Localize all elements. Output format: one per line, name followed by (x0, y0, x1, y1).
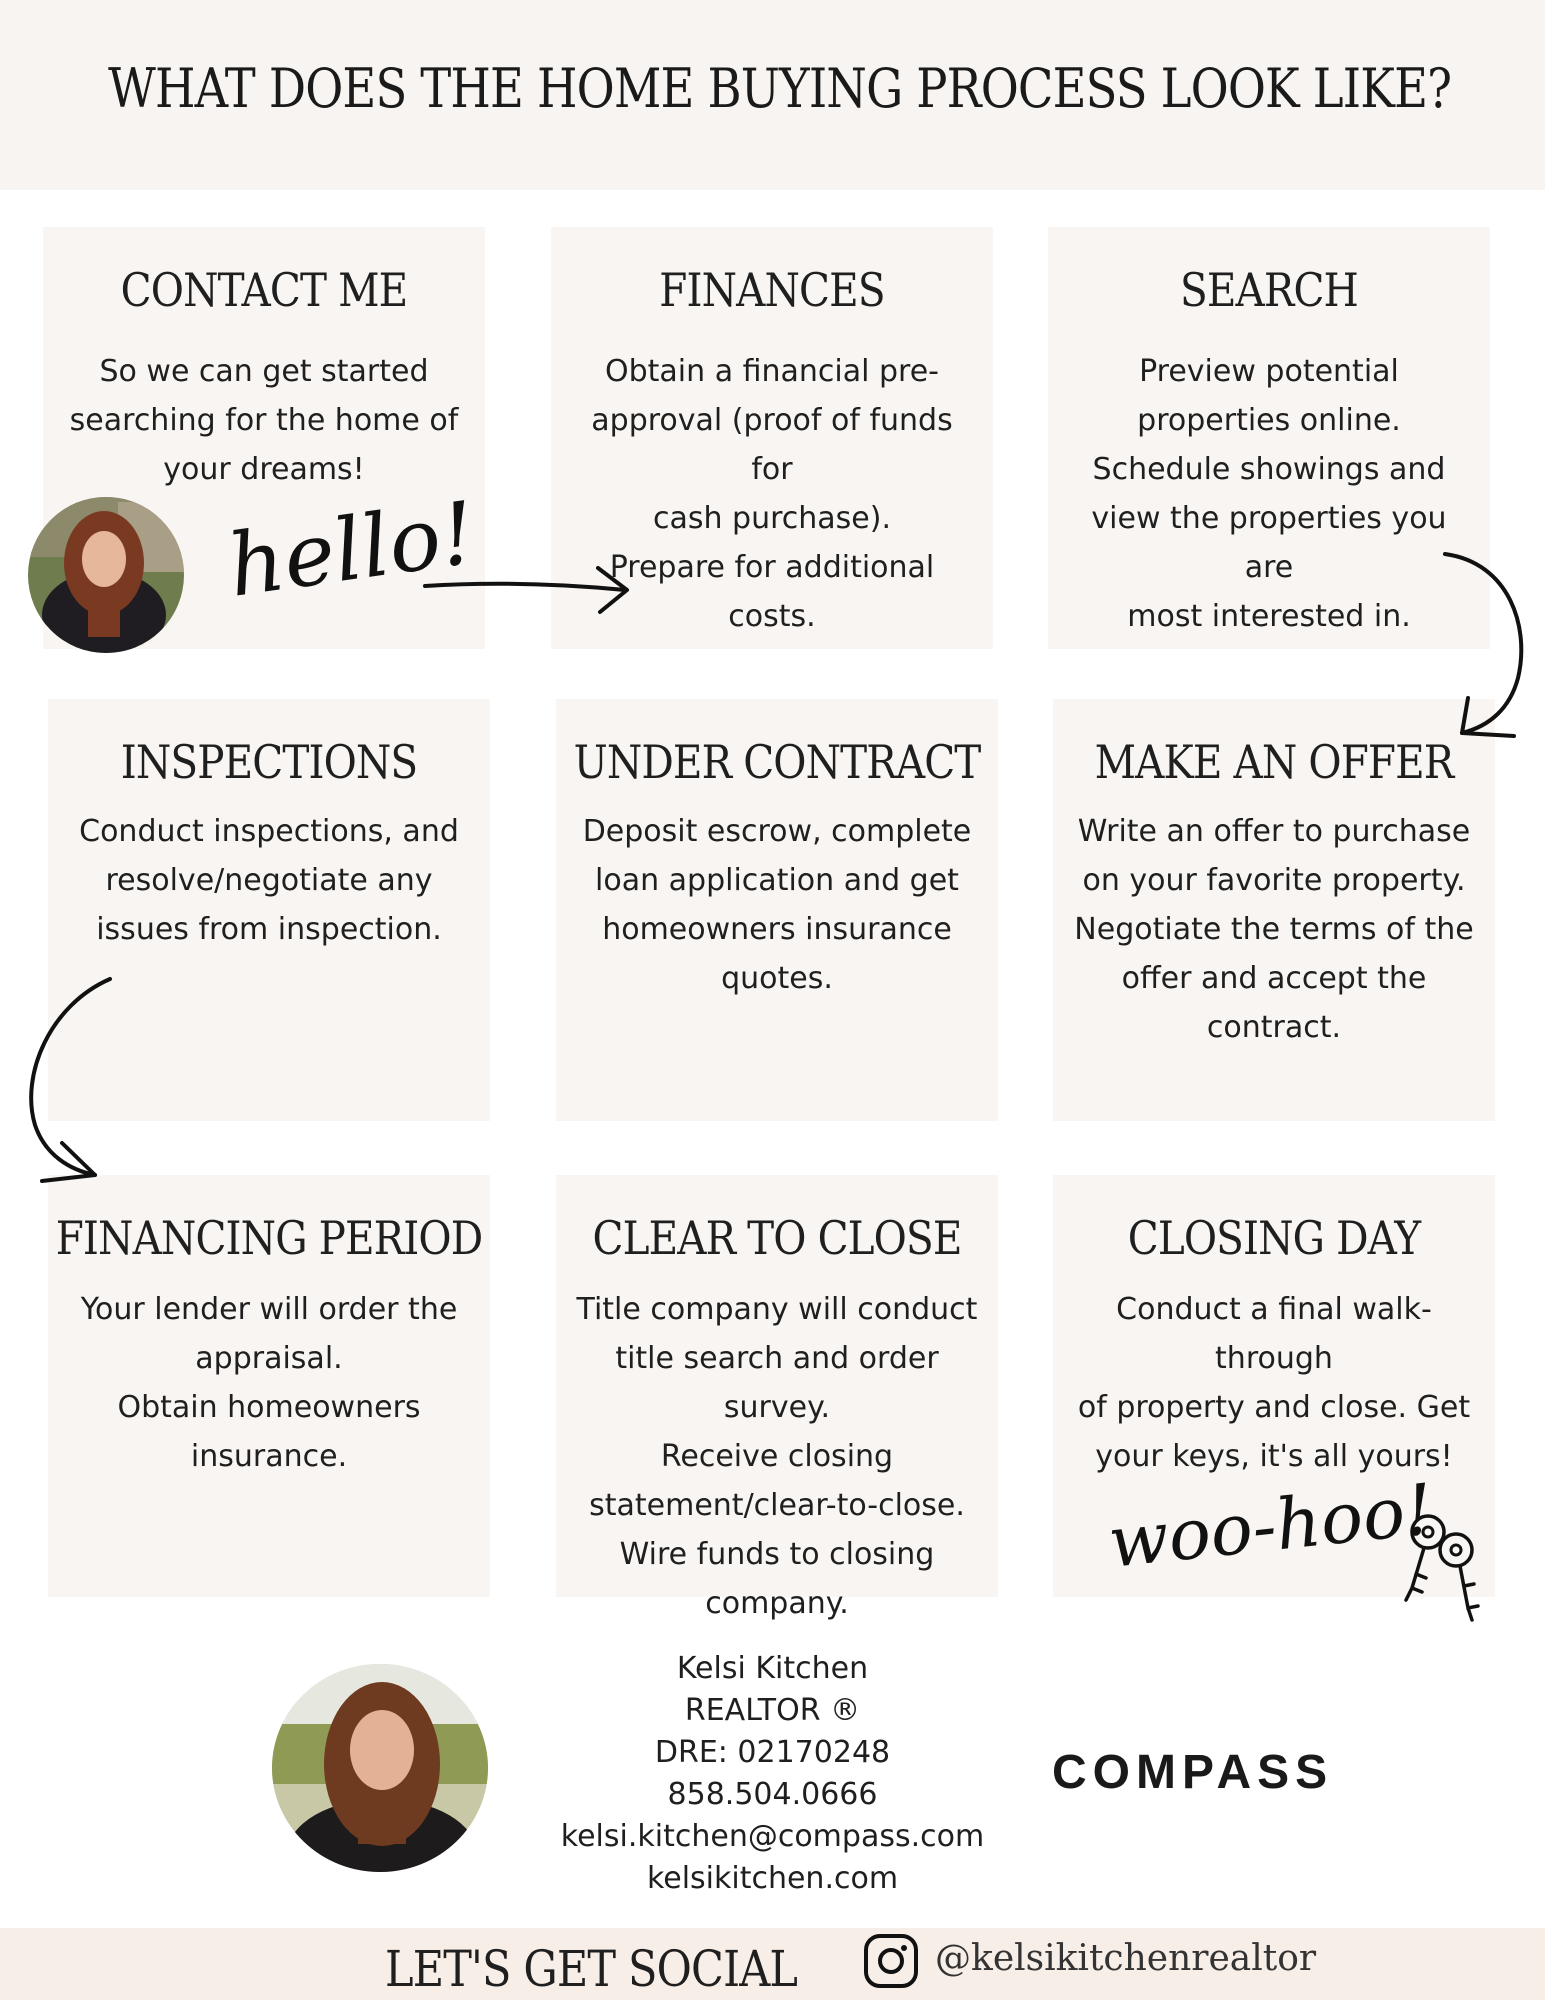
page-title: WHAT DOES THE HOME BUYING PROCESS LOOK LIKE? (108, 57, 1452, 120)
step-title: FINANCES (659, 263, 885, 317)
agent-role: REALTOR ® (684, 1693, 861, 1728)
instagram-icon[interactable] (862, 1932, 920, 1990)
step-title: CONTACT ME (120, 263, 408, 317)
agent-email[interactable]: kelsi.kitchen@compass.com (560, 1819, 985, 1854)
step-title: FINANCING PERIOD (55, 1211, 483, 1265)
step-title: UNDER CONTRACT (573, 735, 981, 789)
agent-license: DRE: 02170248 (654, 1735, 891, 1770)
contact-block (550, 1648, 995, 1900)
woohoo-script: woo-hoo! (1104, 1468, 1437, 1584)
step-card-make-an-offer (1053, 699, 1495, 1121)
step-title: SEARCH (1179, 263, 1358, 317)
step-title: CLEAR TO CLOSE (592, 1211, 962, 1265)
step-text: Deposit escrow, complete loan application and get homeowners insurance quotes. (582, 814, 972, 996)
arrow-curve-down-icon (1440, 548, 1545, 748)
agent-name: Kelsi Kitchen (676, 1651, 869, 1686)
compass-logo: COMPASS (1052, 1746, 1334, 1799)
arrow-right-icon (420, 560, 640, 620)
footer-title: LET'S GET SOCIAL (385, 1940, 798, 1998)
step-text: Conduct inspections, and resolve/negotiate any issues from inspection. (79, 814, 459, 947)
step-card-clear-to-close (556, 1175, 998, 1621)
step-text: Write an offer to purchase on your favorite property. Negotiate the terms of the offer and accept the contract. (1074, 814, 1474, 1045)
step-text: Obtain a financial pre- approval (proof of funds for cash purchase). Prepare for additional costs. (591, 354, 953, 634)
hello-script: hello! (222, 483, 482, 617)
step-text: Conduct a final walk-through of property and close. Get your keys, it's all yours! (1077, 1292, 1471, 1474)
step-title: MAKE AN OFFER (1094, 735, 1454, 789)
step-card-financing-period (48, 1175, 490, 1597)
instagram-handle[interactable]: @kelsikitchenrealtor (935, 1938, 1317, 1979)
step-title: INSPECTIONS (120, 735, 418, 789)
step-text: Title company will conduct title search and order survey. Receive closing statement/clear-to-close. Wire funds to closing company. (576, 1292, 978, 1621)
step-card-search (1048, 227, 1490, 649)
agent-photo-large (272, 1664, 488, 1872)
step-text: Your lender will order the appraisal. Obtain homeowners insurance. (80, 1292, 458, 1474)
keys-icon (1398, 1508, 1494, 1628)
agent-phone[interactable]: 858.504.0666 (667, 1777, 878, 1812)
agent-website[interactable]: kelsikitchen.com (646, 1861, 899, 1896)
arrow-curve-left-icon (20, 975, 130, 1185)
step-text: Preview potential properties online. Schedule showings and view the properties you are most interested in. (1091, 354, 1447, 634)
step-text: So we can get started searching for the home of your dreams! (69, 354, 459, 487)
step-title: CLOSING DAY (1127, 1211, 1421, 1265)
step-card-under-contract (556, 699, 998, 1121)
agent-photo-small (28, 497, 184, 653)
